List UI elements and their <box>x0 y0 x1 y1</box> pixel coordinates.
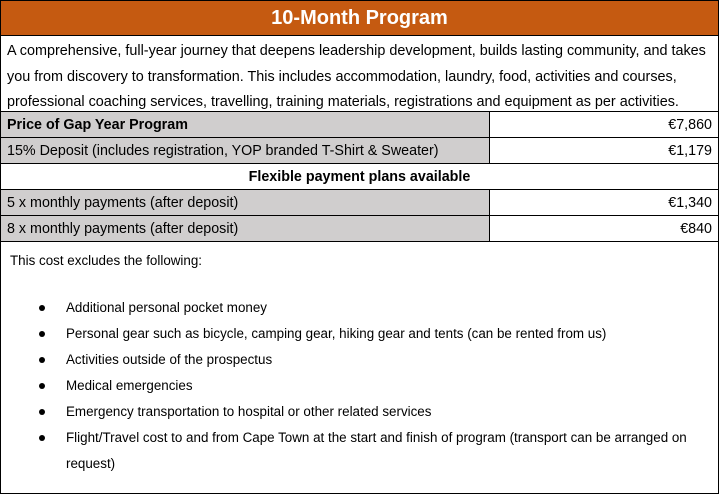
list-item: Personal gear such as bicycle, camping gear, hiking gear and tents (can be rented from us) <box>1 321 718 347</box>
description-line: A comprehensive, full-year journey that deepens leadership development, builds lasting community, and takes <box>7 43 706 59</box>
flexible-heading: Flexible payment plans available <box>1 164 718 190</box>
plan-label: 5 x monthly payments (after deposit) <box>1 190 490 215</box>
plan-row-5 <box>1 190 718 216</box>
bullet-icon <box>39 305 45 311</box>
list-item: Activities outside of the prospectus <box>1 347 718 373</box>
deposit-value: €1,179 <box>668 142 712 159</box>
price-row <box>1 112 718 138</box>
description-line: professional coaching services, travelling, training materials, registrations and equipment as per activities. <box>7 94 679 110</box>
price-value: €7,860 <box>668 116 712 133</box>
bullet-icon <box>39 435 45 441</box>
exclusions-intro: This cost excludes the following: <box>10 253 203 268</box>
program-description <box>1 36 718 112</box>
bullet-icon <box>39 357 45 363</box>
plan-label: 8 x monthly payments (after deposit) <box>1 216 490 241</box>
list-item: Additional personal pocket money <box>1 295 718 321</box>
list-item: Medical emergencies <box>1 373 718 399</box>
plan-value: €840 <box>680 220 712 237</box>
price-label: Price of Gap Year Program <box>1 112 490 137</box>
list-item: Emergency transportation to hospital or other related services <box>1 399 718 425</box>
list-item: Flight/Travel cost to and from Cape Town at the start and finish of program (transport can be arranged on request) <box>1 425 718 477</box>
plan-value: €1,340 <box>668 194 712 211</box>
deposit-label: 15% Deposit (includes registration, YOP branded T-Shirt & Sweater) <box>1 138 490 163</box>
bullet-icon <box>39 331 45 337</box>
exclusions-list <box>1 295 718 477</box>
deposit-row <box>1 138 718 164</box>
plan-row-8 <box>1 216 718 242</box>
description-line: you from discovery to transformation. This includes accommodation, laundry, food, activities and courses, <box>7 68 677 85</box>
bullet-icon <box>39 383 45 389</box>
program-title: 10-Month Program <box>1 1 718 36</box>
bullet-icon <box>39 409 45 415</box>
